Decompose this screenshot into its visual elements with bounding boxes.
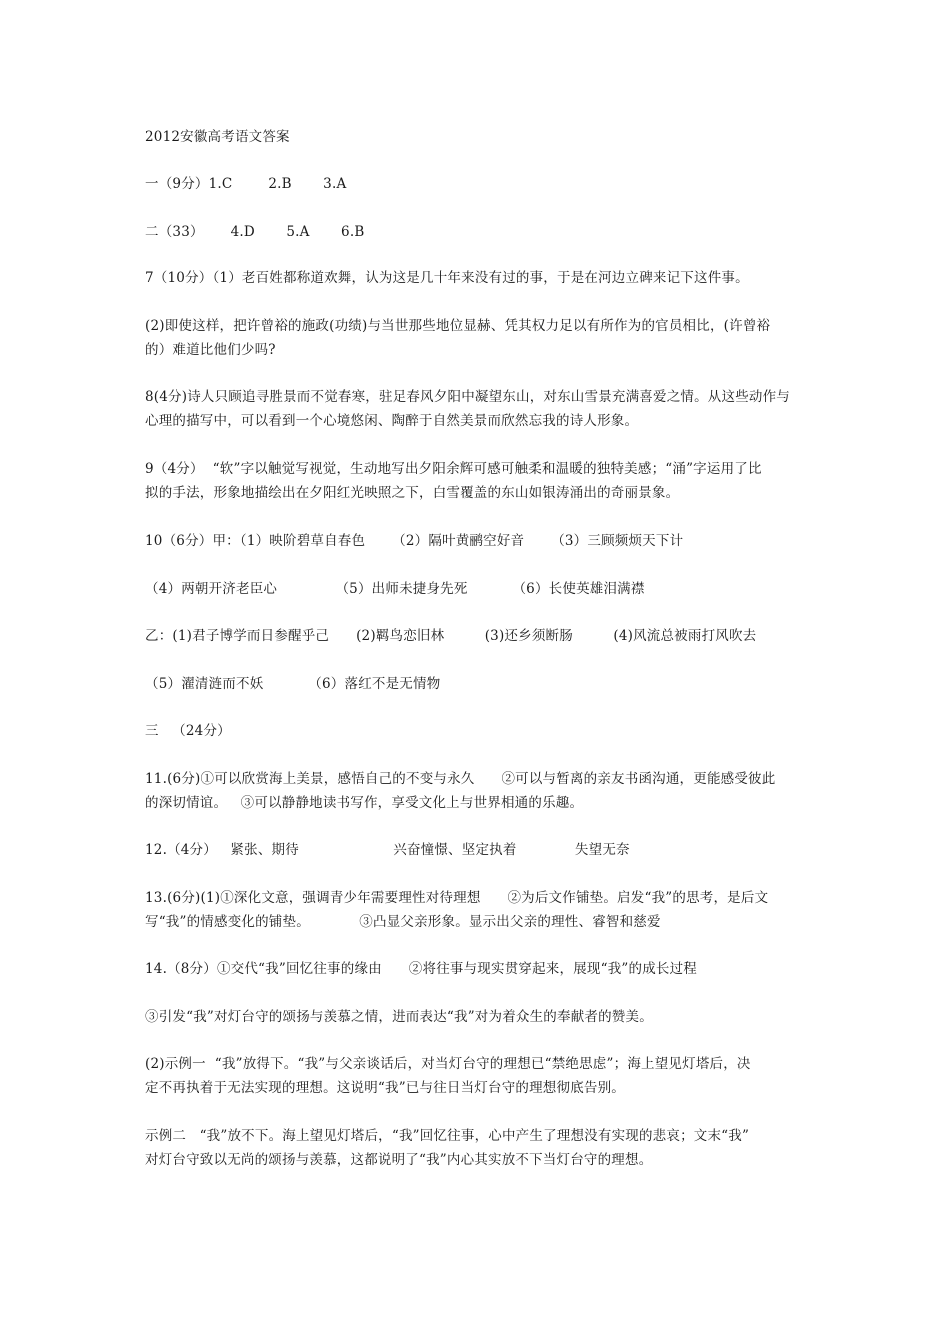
answer-q7-2-line1: (2)即使这样，把许曾裕的施政(功绩)与当世那些地位显赫、凭其权力足以有所作为的官员相比，(许曾裕 xyxy=(145,318,771,334)
answer-q14-2-example1-line1: (2)示例一 “我”放得下。“我”与父亲谈话后，对当灯台守的理想已“禁绝思虑”；海上望见灯塔后，决 xyxy=(145,1056,751,1072)
answer-section-3: 三 （24分） xyxy=(145,723,231,739)
answer-q9-line2: 拟的手法，形象地描绘出在夕阳红光映照之下，白雪覆盖的东山如银涛涌出的奇丽景象。 xyxy=(145,485,680,501)
document-title: 2012安徽高考语文答案 xyxy=(145,129,290,145)
answer-q10-yi-2: （5）濯清涟而不妖 （6）落红不是无情物 xyxy=(145,676,441,692)
answer-section-1: 一（9分）1.C 2.B 3.A xyxy=(145,176,347,192)
answer-q10-jia-2: （4）两朝开济老臣心 （5）出师未捷身先死 （6）长使英雄泪满襟 xyxy=(145,581,645,597)
answer-q14-2-example2-line1: 示例二 “我”放不下。海上望见灯塔后，“我”回忆往事，心中产生了理想没有实现的悲哀；文末“我” xyxy=(145,1128,750,1144)
answer-q12: 12.（4分） 紧张、期待 兴奋憧憬、坚定执着 失望无奈 xyxy=(145,842,630,858)
answer-q14-2-example2-line2: 对灯台守致以无尚的颂扬与羡慕，这都说明了“我”内心其实放不下当灯台守的理想。 xyxy=(145,1152,653,1168)
answer-q10-yi-1: 乙：(1)君子博学而日参醒乎己 (2)羁鸟恋旧林 (3)还乡须断肠 (4)风流总被雨打风吹去 xyxy=(145,628,757,644)
answer-q14-line1: 14.（8分）①交代“我”回忆往事的缘由 ②将往事与现实贯穿起来，展现“我”的成长过程 xyxy=(145,961,698,977)
answer-q11-line2: 的深切情谊。 ③可以静静地读书写作，享受文化上与世界相通的乐趣。 xyxy=(145,795,584,811)
answer-q13-line1: 13.(6分)(1)①深化文意，强调青少年需要理性对待理想 ②为后文作铺垫。启发“我”的思考，是后文 xyxy=(145,890,769,906)
answer-section-2: 二（33） 4.D 5.A 6.B xyxy=(145,224,365,240)
answer-q7-1: 7（10分）（1）老百姓都称道欢舞，认为这是几十年来没有过的事，于是在河边立碑来记下这件事。 xyxy=(145,270,749,286)
answer-q8-line2: 心理的描写中，可以看到一个心境悠闲、陶醉于自然美景而欣然忘我的诗人形象。 xyxy=(145,413,639,429)
answer-q7-2-line2: 的）难道比他们少吗? xyxy=(145,342,276,358)
answer-q11-line1: 11.(6分)①可以欣赏海上美景，感悟自己的不变与永久 ②可以与暂离的亲友书函沟通，更能感受彼此 xyxy=(145,771,776,787)
answer-q14-2-example1-line2: 定不再执着于无法实现的理想。这说明“我”已与往日当灯台守的理想彻底告别。 xyxy=(145,1080,626,1096)
answer-q13-line2: 写“我”的情感变化的铺垫。 ③凸显父亲形象。显示出父亲的理性、睿智和慈爱 xyxy=(145,914,661,930)
answer-q10-jia-1: 10（6分）甲：（1）映阶碧草自春色 （2）隔叶黄鹂空好音 （3）三顾频烦天下计 xyxy=(145,533,684,549)
answer-q9-line1: 9（4分） “软”字以触觉写视觉，生动地写出夕阳余辉可感可触柔和温暖的独特美感；“涌”字运用了比 xyxy=(145,461,762,477)
answer-q14-line2: ③引发“我”对灯台守的颂扬与羡慕之情，进而表达“我”对为着众生的奉献者的赞美。 xyxy=(145,1009,653,1025)
answer-q8-line1: 8(4分)诗人只顾追寻胜景而不觉春寒，驻足春风夕阳中凝望东山，对东山雪景充满喜爱之情。从这些动作与 xyxy=(145,389,791,405)
